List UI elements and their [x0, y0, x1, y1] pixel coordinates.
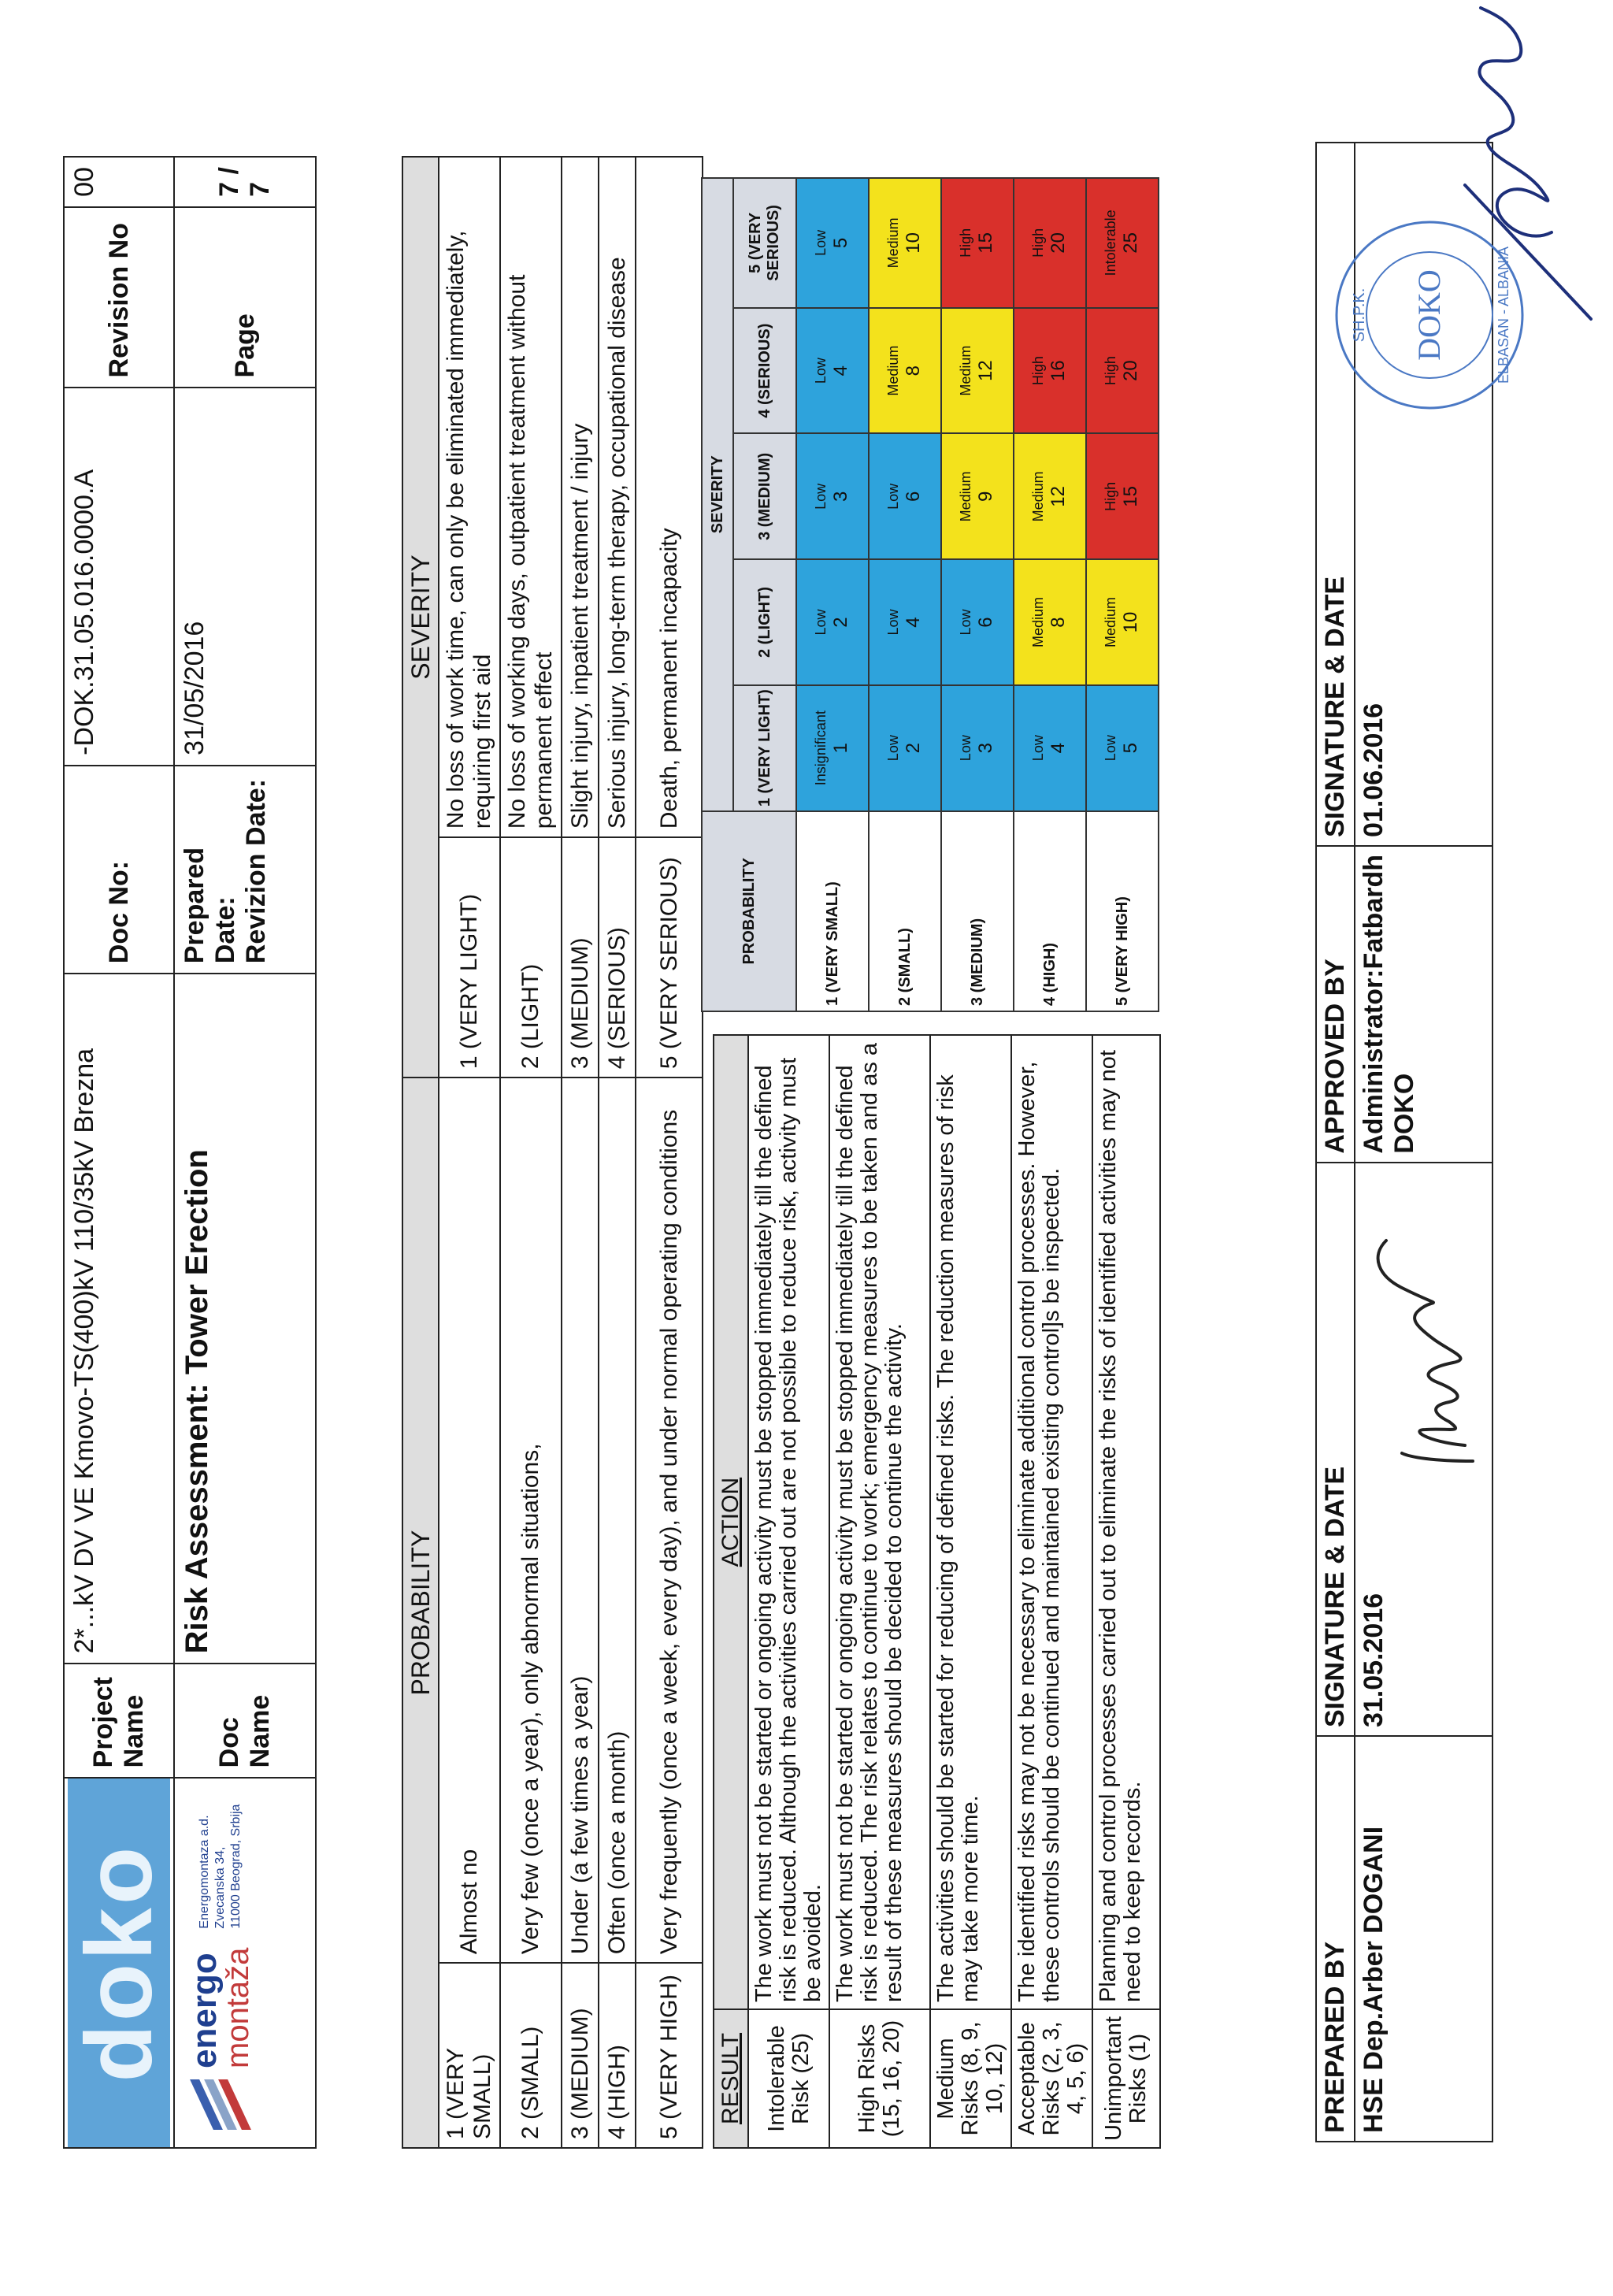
project-name-label: Project Name — [64, 1664, 174, 1778]
matrix-cell: Medium 12 — [1014, 434, 1086, 560]
matrix-cell: Medium 8 — [1014, 559, 1086, 685]
matrix-cell: Intolerable 25 — [1086, 178, 1159, 308]
matrix-cell: High 20 — [1086, 308, 1159, 434]
matrix-cell: High 15 — [1086, 434, 1159, 560]
page-value: 7 / 7 — [174, 157, 316, 207]
table-row: High Risks (15, 16, 20) The work must not be started or ongoing activity must be stopped immediately till the defined risk is reduced. The risk relates to continue to work; emergency measures to be taken and as a result of these measures should be decided to continue the activity. — [829, 1035, 930, 2148]
matrix-col-header: 2 (LIGHT) — [733, 559, 796, 685]
table-row: 4 (HIGH) Often (once a month) 4 (SERIOUS) Serious injury, long-term therapy, occupational disease — [599, 157, 636, 2148]
matrix-col-header: 5 (VERY SERIOUS) — [733, 178, 796, 308]
signature-date-label: SIGNATURE & DATE — [1316, 1163, 1355, 1736]
table-row: Intolerable Risk (25) The work must not be started or ongoing activity must be stopped immediately till the defined risk is reduced. Although the activities carried out are not possible to reduce risk, activity must be avoided. — [748, 1035, 829, 2148]
table-row: Unimportant Risks (1) Planning and control processes carried out to eliminate the risks of identified activities may not need to keep records. — [1092, 1035, 1160, 2148]
matrix-row: 4 (HIGH) Low 4 Medium 8 Medium 12 High 16 High 20 — [1014, 178, 1086, 1011]
matrix-cell: Medium 9 — [941, 434, 1014, 560]
matrix-col-header: 1 (VERY LIGHT) — [733, 685, 796, 811]
approved-by-label: APPROVED BY — [1316, 846, 1355, 1163]
doc-no-value: -DOK.31.05.016.0000.A — [64, 388, 174, 765]
table-row: 5 (VERY HIGH) Very frequently (once a week, every day), and under normal operating conditions 5 (VERY SERIOUS) Death, permanent incapacity — [636, 157, 703, 2148]
matrix-row: 3 (MEDIUM) Low 3 Low 6 Medium 9 Medium 12 High 15 — [941, 178, 1014, 1011]
table-row: 2 (SMALL) Very few (once a year), only abnormal situations, 2 (LIGHT) No loss of working days, outpatient treatment without permanent effect — [500, 157, 562, 2148]
chevron-logo-icon — [195, 2079, 246, 2130]
matrix-cell: Insignificant 1 — [796, 685, 869, 811]
matrix-cell: Low 5 — [1086, 685, 1159, 811]
matrix-cell: Low 6 — [869, 434, 941, 560]
matrix-cell: High 20 — [1014, 178, 1086, 308]
matrix-row: 5 (VERY HIGH) Low 5 Medium 10 High 15 High 20 Intolerable 25 — [1086, 178, 1159, 1011]
matrix-row: 2 (SMALL) Low 2 Low 4 Low 6 Medium 8 Medium 10 — [869, 178, 941, 1011]
matrix-cell: High 16 — [1014, 308, 1086, 434]
partner-address: Energomontaza a.d. Zvecanska 34, 11000 Beograd, Srbija — [198, 1804, 243, 1929]
matrix-cell: Medium 10 — [869, 178, 941, 308]
matrix-cell: Low 3 — [796, 434, 869, 560]
prepared-by-value: HSE Dep.Arber DOGANI — [1355, 1736, 1492, 2142]
page-label: Page — [174, 207, 316, 388]
energomontaza-logo — [174, 1778, 316, 2148]
doc-name-value: Risk Assessment: Tower Erection — [174, 974, 316, 1664]
matrix-row: 1 (VERY SMALL) Insignificant 1 Low 2 Low 3 Low 4 Low 5 — [796, 178, 869, 1011]
revision-no-label: Revision No — [64, 207, 174, 388]
doko-logo: doko — [64, 1778, 174, 2148]
partner-name: energo — [185, 1953, 224, 2068]
matrix-cell: Low 4 — [869, 559, 941, 685]
result-header: RESULT — [714, 2009, 748, 2148]
handwritten-signature — [1433, 0, 1599, 327]
stamp-center-text: DOKO — [1411, 269, 1447, 361]
signature-date-value: 01.06.2016 — [1355, 143, 1492, 846]
matrix-cell: Low 5 — [796, 178, 869, 308]
matrix-cell: Low 2 — [796, 559, 869, 685]
matrix-severity-label: SEVERITY — [702, 178, 733, 811]
signature-date-value: 31.05.2016 — [1355, 1163, 1492, 1736]
signature-date-label: SIGNATURE & DATE — [1316, 143, 1355, 846]
risk-matrix — [701, 177, 1159, 1012]
doc-name-label: Doc Name — [174, 1664, 316, 1778]
doc-no-label: Doc No: — [64, 766, 174, 974]
matrix-cell: Medium 10 — [1086, 559, 1159, 685]
matrix-col-header: 3 (MEDIUM) — [733, 434, 796, 560]
table-row: 1 (VERY SMALL) Almost no 1 (VERY LIGHT) No loss of work time, can only be eliminated immediately, requiring first aid — [439, 157, 500, 2148]
matrix-cell: Medium 12 — [941, 308, 1014, 434]
revision-no-value: 00 — [64, 157, 174, 207]
matrix-cell: Low 3 — [941, 685, 1014, 811]
stamp-top-text: SH.P.K. — [1351, 287, 1368, 343]
table-row: Medium Risks (8, 9, 10, 12) The activities should be started for reducing of defined risks. The reduction measures of risk may take more time. — [930, 1035, 1011, 2148]
document-header — [63, 156, 317, 2149]
project-name-value: 2*...kV DV VE Kmovo-TS(400)kV 110/35kV Brezna — [64, 974, 174, 1664]
severity-header: SEVERITY — [402, 157, 439, 1078]
matrix-cell: Low 2 — [869, 685, 941, 811]
matrix-col-header: 4 (SERIOUS) — [733, 308, 796, 434]
matrix-cell: Medium 8 — [869, 308, 941, 434]
handwritten-signature — [1355, 1217, 1489, 1477]
result-action-table — [713, 1034, 1161, 2149]
signature-block — [1315, 142, 1493, 2142]
prepared-by-label: PREPARED BY — [1316, 1736, 1355, 2142]
prepared-date-label: Prepared Date: Revizion Date: — [174, 766, 316, 974]
prepared-date-value: 31/05/2016 — [174, 388, 316, 765]
matrix-cell: High 15 — [941, 178, 1014, 308]
probability-severity-table — [402, 156, 703, 2149]
matrix-cell: Low 6 — [941, 559, 1014, 685]
matrix-cell: Low 4 — [1014, 685, 1086, 811]
approved-by-value: Administrator:Fatbardh DOKO — [1355, 846, 1492, 1163]
table-row: 3 (MEDIUM) Under (a few times a year) 3 (MEDIUM) Slight injury, inpatient treatment / injury — [562, 157, 599, 2148]
stamp-bottom-text: ELBASAN - ALBANIA — [1496, 246, 1511, 384]
matrix-cell: Low 4 — [796, 308, 869, 434]
matrix-probability-label: PROBABILITY — [702, 811, 796, 1011]
action-header: ACTION — [714, 1035, 748, 2009]
table-row: Acceptable Risks (2, 3, 4, 5, 6) The identified risks may not be necessary to eliminate additional control processes. However, these controls should be continued and maintained existing control]s be inspected. — [1011, 1035, 1092, 2148]
probability-header: PROBABILITY — [402, 1078, 439, 2148]
partner-name-2: montaža — [221, 1947, 255, 2068]
